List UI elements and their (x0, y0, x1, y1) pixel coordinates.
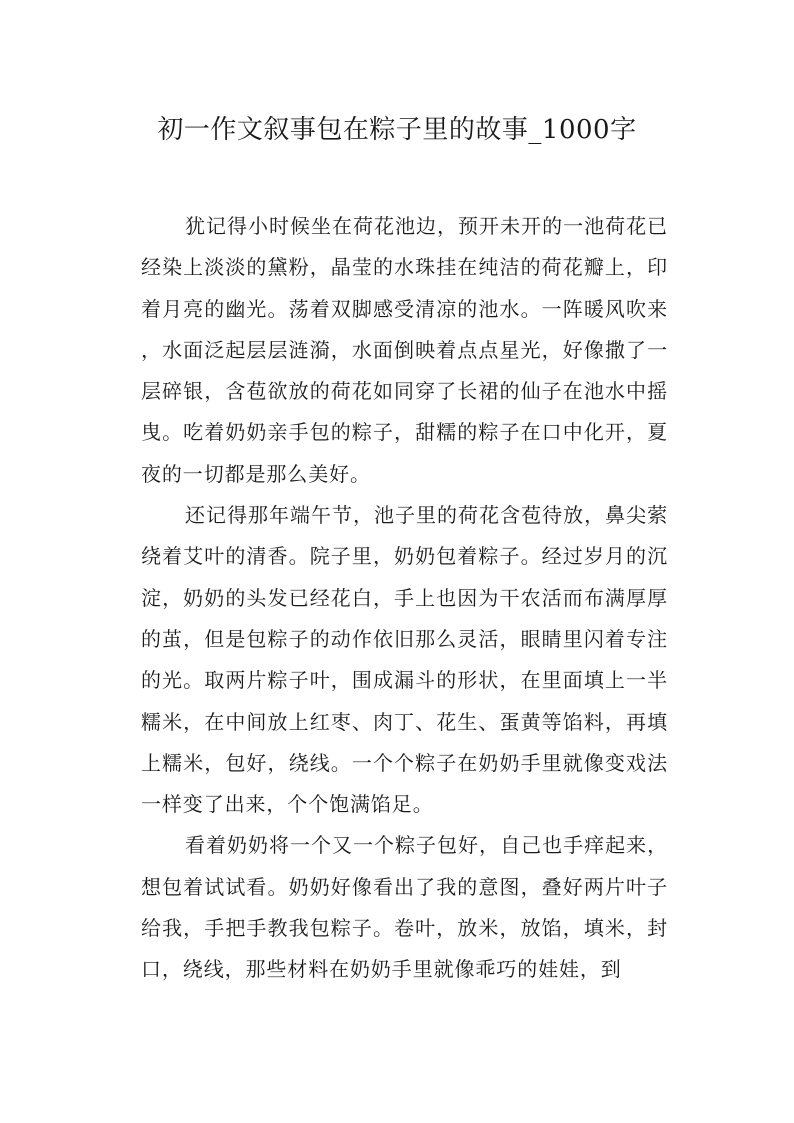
paragraph: 看着奶奶将一个又一个粽子包好，自己也手痒起来，想包着试试看。奶奶好像看出了我的意图，叠好两片叶子给我，手把手教我包粽子。卷叶，放米，放馅，填米，封口，绕线，那些材料在奶奶手里就像乖巧的娃娃，到 (141, 833, 668, 982)
document-body (141, 206, 668, 991)
paragraph: 犹记得小时候坐在荷花池边，预开未开的一池荷花已经染上淡淡的黛粉，晶莹的水珠挂在纯洁的荷花瓣上，印着月亮的幽光。荡着双脚感受清凉的池水。一阵暖风吹来，水面泛起层层涟漪，水面倒映着点点星光，好像撒了一层碎银，含苞欲放的荷花如同穿了长裙的仙子在池水中摇曳。吃着奶奶亲手包的粽子，甜糯的粽子在口中化开，夏夜的一切都是那么美好。 (141, 214, 668, 486)
document-title: 初一作文叙事包在粽子里的故事_1000字 (157, 115, 637, 145)
paragraph: 还记得那年端午节，池子里的荷花含苞待放，鼻尖萦绕着艾叶的清香。院子里，奶奶包着粽子。经过岁月的沉淀，奶奶的头发已经花白，手上也因为干农活而布满厚厚的茧，但是包粽子的动作依旧那么灵活，眼睛里闪着专注的光。取两片粽子叶，围成漏斗的形状，在里面填上一半糯米，在中间放上红枣、肉丁、花生、蛋黄等馅料，再填上糯米，包好，绕线。一个个粽子在奶奶手里就像变戏法一样变了出来，个个饱满馅足。 (141, 503, 668, 817)
